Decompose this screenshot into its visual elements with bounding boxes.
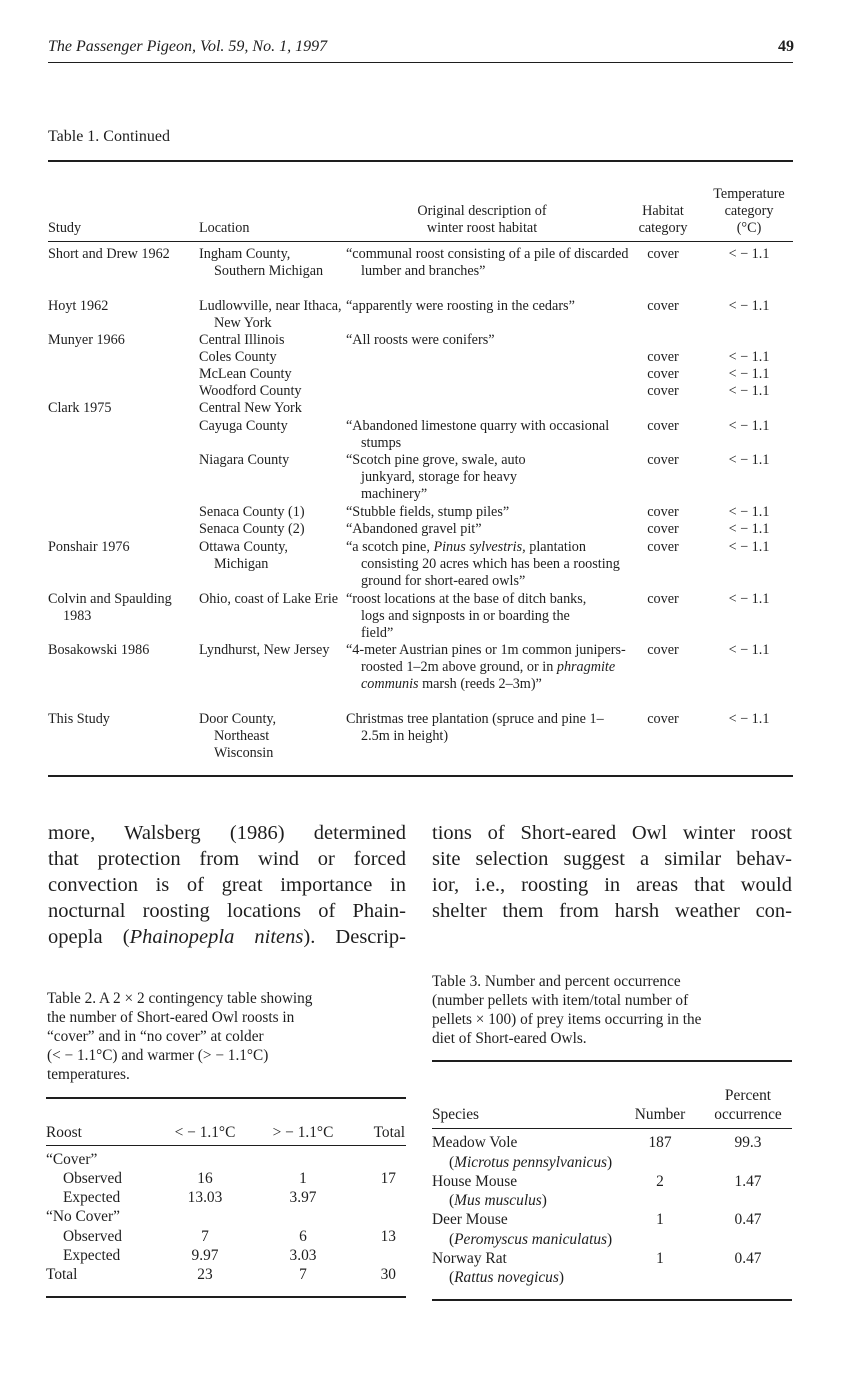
table2-caption: Table 2. A 2 × 2 contingency table showing the number of Short-eared Owl roosts in “cover” and in “no cover” at colder (< − 1.1°C) and warmer (> − 1.1°C) temperatures. [47, 990, 313, 1083]
table1-row-temp: < − 1.1 [728, 452, 770, 468]
table1-row-habitat: cover [647, 246, 679, 262]
table1-row-description: “a scotch pine, Pinus sylvestris, plantation consisting 20 acres which has been a roosting ground for short-eared owls” [346, 539, 620, 590]
table3-row-scientific: (Mus musculus) [449, 1192, 547, 1209]
table1-row-description: “Abandoned limestone quarry with occasional stumps [346, 418, 610, 452]
table1-row-temp: < − 1.1 [728, 591, 770, 607]
table3-row-species: Meadow Vole [432, 1134, 518, 1151]
body-text-right-column [432, 820, 792, 924]
table1-row-temp: < − 1.1 [728, 521, 770, 537]
body-line: convection is of great importance in [48, 874, 406, 896]
table1-row-habitat: cover [647, 383, 679, 399]
body-line: more, Walsberg (1986) determined [48, 822, 406, 844]
table1-row-habitat: cover [647, 642, 679, 658]
table3-row-percent: 0.47 [734, 1250, 762, 1267]
table3-row-percent: 99.3 [734, 1134, 762, 1151]
table1-row-location: Ottawa County, Michigan [199, 539, 288, 573]
body-line: ior, i.e., roosting in areas that would [432, 874, 792, 896]
body-line: that protection from wind or forced [48, 848, 406, 870]
table1-row-temp: < − 1.1 [728, 383, 770, 399]
body-line: nocturnal roosting locations of Phain- [48, 900, 406, 922]
table2-cell: 1 [299, 1170, 307, 1187]
table3-header-rule [432, 1128, 792, 1129]
table1-row-description: “apparently were roosting in the cedars” [346, 298, 575, 314]
table3-row-scientific: (Microtus pennsylvanicus) [449, 1154, 613, 1171]
table1-row-temp: < − 1.1 [728, 298, 770, 314]
table2-cell: 16 [197, 1170, 213, 1187]
table1-row-description: “Stubble fields, stump piles” [346, 504, 510, 520]
table2-bottom-rule [46, 1296, 406, 1298]
body-line: opepla (Phainopepla nitens). Descrip- [48, 926, 407, 948]
table1-row-description: “Abandoned gravel pit” [346, 521, 482, 537]
table1-row-habitat: cover [647, 504, 679, 520]
table1-row-description: “All roosts were conifers” [346, 332, 495, 348]
table3-row-species: Norway Rat [432, 1250, 507, 1267]
table1-row-habitat: cover [647, 349, 679, 365]
table1-row-description: Christmas tree plantation (spruce and pine 1–2.5m in height) [346, 711, 604, 745]
table1-row-temp: < − 1.1 [728, 642, 770, 658]
table3-header-number: Number [634, 1106, 686, 1123]
table1-header-rule [48, 241, 793, 242]
page-number: 49 [778, 38, 794, 55]
table3-row-number: 1 [656, 1211, 664, 1228]
body-line: shelter them from harsh weather con- [432, 900, 792, 922]
table2-header-rule [46, 1145, 406, 1146]
table2-cell: 9.97 [191, 1247, 219, 1264]
body-line: site selection suggest a similar behav- [432, 848, 792, 870]
table3-bottom-rule [432, 1299, 792, 1301]
table3-header-species: Species [432, 1106, 480, 1123]
table2-cell: 7 [299, 1266, 307, 1283]
table1-header-habitat: Habitat category [638, 203, 688, 237]
journal-running-head: The Passenger Pigeon, Vol. 59, No. 1, 1997 [48, 38, 328, 55]
table1-top-rule [48, 160, 793, 162]
table1-header-study: Study [48, 220, 82, 236]
table3-caption: Table 3. Number and percent occurrence (number pellets with item/total number of pellets × 100) of prey items occurring in the diet of Short-eared Owls. [432, 973, 702, 1047]
table1-header-description: Original description of winter roost habitat [417, 203, 547, 237]
table1-row-location: Niagara County [199, 452, 290, 468]
table3-row-scientific: (Peromyscus maniculatus) [449, 1231, 613, 1248]
table1-row-description: “communal roost consisting of a pile of discarded lumber and branches” [346, 246, 629, 280]
table2-header-roost: Roost [46, 1124, 82, 1141]
table1-row-description: “4-meter Austrian pines or 1m common junipers-roosted 1–2m above ground, or in phragmite communis marsh (reeds 2–3m)” [346, 642, 626, 693]
table1-row-study: Bosakowski 1986 [48, 642, 150, 658]
table2-cell: 13.03 [187, 1189, 223, 1206]
table2-header-total: Total [373, 1124, 405, 1141]
table1-row-description: “Scotch pine grove, swale, auto junkyard, storage for heavy machinery” [346, 452, 526, 503]
table1-row-temp: < − 1.1 [728, 711, 770, 727]
table2-row-label: Observed [63, 1170, 122, 1187]
table1-row-habitat: cover [647, 452, 679, 468]
table1-row-study: Hoyt 1962 [48, 298, 109, 314]
body-line: tions of Short-eared Owl winter roost [432, 822, 792, 844]
table2-row-label: Total [46, 1266, 78, 1283]
table1-row-location: Lyndhurst, New Jersey [199, 642, 330, 658]
table1-row-study: Colvin and Spaulding 1983 [48, 591, 172, 625]
table1-caption: Table 1. Continued [48, 128, 170, 145]
table1-row-temp: < − 1.1 [728, 246, 770, 262]
table1-bottom-rule [48, 775, 793, 777]
table2-cell: 7 [201, 1228, 209, 1245]
table2-cell: 23 [197, 1266, 213, 1283]
table1-row-location: Woodford County [199, 383, 302, 399]
table2-top-rule [46, 1097, 406, 1099]
table1-row-habitat: cover [647, 539, 679, 555]
table3-row-number: 187 [648, 1134, 672, 1151]
table3-row-species: House Mouse [432, 1173, 518, 1190]
table3-row-scientific: (Rattus novegicus) [449, 1269, 565, 1286]
table2-row-label: Expected [63, 1247, 121, 1264]
table2-header-warmer: > − 1.1°C [272, 1124, 334, 1141]
table2-row-label: Observed [63, 1228, 122, 1245]
table1-row-location: Ludlowville, near Ithaca, New York [199, 298, 342, 332]
table1-row-study: This Study [48, 711, 110, 727]
table2-cell: 30 [380, 1266, 396, 1283]
table1-row-habitat: cover [647, 521, 679, 537]
table2-row-label: Expected [63, 1189, 121, 1206]
table1-row-habitat: cover [647, 366, 679, 382]
table1-row-location: Ingham County, Southern Michigan [199, 246, 324, 280]
table1-row-location: Senaca County (2) [199, 521, 305, 537]
table2-cell: 3.03 [289, 1247, 317, 1264]
table2-cell: 3.97 [289, 1189, 317, 1206]
table1-row-temp: < − 1.1 [728, 539, 770, 555]
table1-row-habitat: cover [647, 711, 679, 727]
table1-row-location: Door County, Northeast Wisconsin [199, 711, 277, 762]
table1-row-location: Ohio, coast of Lake Erie [199, 591, 339, 607]
table2-cell: 6 [299, 1228, 307, 1245]
table3-row-number: 1 [656, 1250, 664, 1267]
table2-header-colder: < − 1.1°C [174, 1124, 236, 1141]
table1-row-study: Clark 1975 [48, 400, 112, 416]
table1-row-study: Munyer 1966 [48, 332, 125, 348]
header-rule [48, 62, 793, 63]
table3-row-number: 2 [656, 1173, 664, 1190]
table3-header-percent: Percent occurrence [714, 1087, 782, 1124]
table3-row-percent: 1.47 [734, 1173, 762, 1190]
table1-row-location: Coles County [199, 349, 277, 365]
table2-cell: 13 [380, 1228, 396, 1245]
table3-row-species: Deer Mouse [432, 1211, 508, 1228]
table1-row-location: Senaca County (1) [199, 504, 305, 520]
table1-row-temp: < − 1.1 [728, 349, 770, 365]
table1-row-location: McLean County [199, 366, 292, 382]
table2-row-label: “Cover” [46, 1151, 98, 1168]
table1-row-habitat: cover [647, 591, 679, 607]
table2-cell: 17 [380, 1170, 396, 1187]
table1-row-study: Ponshair 1976 [48, 539, 130, 555]
table1-row-habitat: cover [647, 298, 679, 314]
table3-top-rule [432, 1060, 792, 1062]
table2-row-label: “No Cover” [46, 1208, 120, 1225]
table1-row-habitat: cover [647, 418, 679, 434]
table1-row-temp: < − 1.1 [728, 366, 770, 382]
table1-header-temperature: Temperature category (°C) [713, 186, 785, 237]
table1-row-location: Central New York [199, 400, 302, 416]
table3-row-percent: 0.47 [734, 1211, 762, 1228]
table1-row-temp: < − 1.1 [728, 418, 770, 434]
table1-row-location: Cayuga County [199, 418, 288, 434]
table1-row-study: Short and Drew 1962 [48, 246, 170, 262]
table1-header-location: Location [199, 220, 250, 236]
table1-row-location: Central Illinois [199, 332, 285, 348]
body-text-left-column [48, 820, 406, 950]
table1-row-temp: < − 1.1 [728, 504, 770, 520]
table1-row-description: “roost locations at the base of ditch banks, logs and signposts in or boarding the field” [346, 591, 587, 642]
